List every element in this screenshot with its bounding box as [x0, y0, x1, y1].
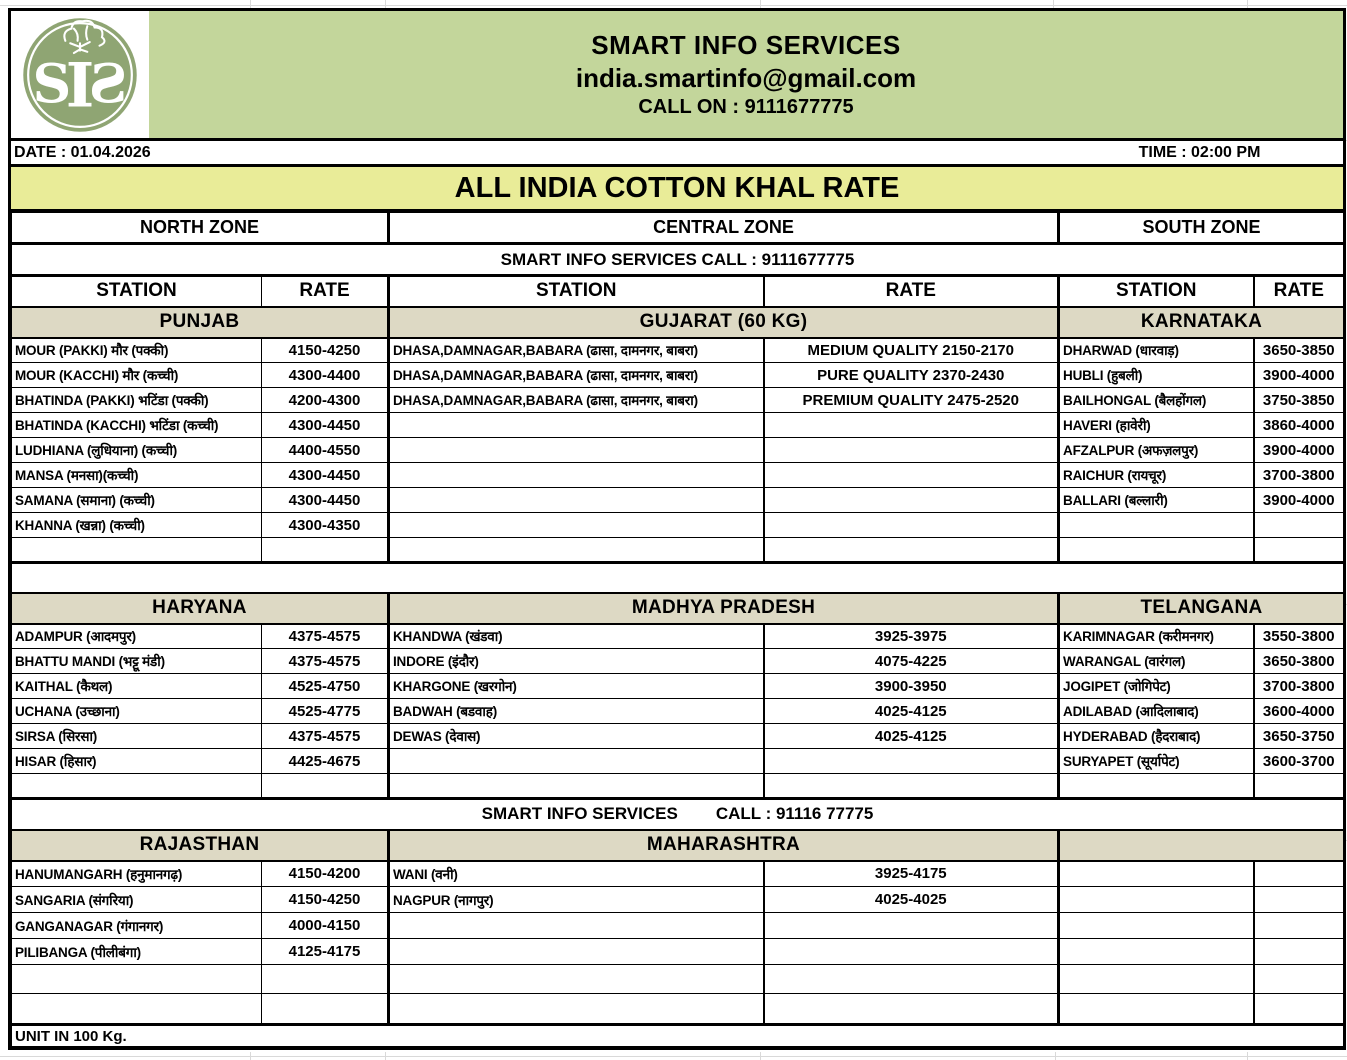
- station-cell: [389, 538, 764, 563]
- date-time-row: [11, 141, 1343, 167]
- station-cell: KHANNA (खन्ना) (कच्ची): [12, 513, 262, 538]
- rate-cell: [764, 939, 1059, 965]
- rate-cell: 4525-4750: [262, 674, 389, 699]
- state-header-maharashtra: MAHARASHTRA: [389, 830, 1059, 861]
- station-cell: DHASA,DAMNAGAR,BABARA (ढासा, दामनगर, बाबरा): [389, 388, 764, 413]
- rate-cell: [764, 513, 1059, 538]
- station-cell: SANGARIA (संगरिया): [12, 887, 262, 913]
- table-row: [12, 699, 1344, 724]
- station-cell: DHARWAD (धारवाड़): [1059, 338, 1254, 363]
- gridline: [0, 5, 1347, 6]
- gridline: [1247, 0, 1248, 8]
- state-header-rajasthan: RAJASTHAN: [12, 830, 389, 861]
- station-cell: INDORE (इंदौर): [389, 649, 764, 674]
- column-header-row: [12, 276, 1344, 307]
- rate-cell: [1254, 939, 1344, 965]
- table-row: [12, 413, 1344, 438]
- station-cell: WARANGAL (वारंगल): [1059, 649, 1254, 674]
- rate-cell: 4375-4575: [262, 624, 389, 649]
- station-cell: [389, 965, 764, 994]
- rate-cell: [764, 913, 1059, 939]
- rate-cell: 3600-3700: [1254, 749, 1344, 774]
- gridline: [0, 1056, 1347, 1057]
- rate-cell: 3860-4000: [1254, 413, 1344, 438]
- rate-cell: 4025-4125: [764, 699, 1059, 724]
- station-cell: BAILHONGAL (बैलहोंगल): [1059, 388, 1254, 413]
- company-logo: [11, 11, 149, 138]
- rate-cell: 4375-4575: [262, 649, 389, 674]
- gridline: [385, 1052, 386, 1060]
- station-cell: [1059, 994, 1254, 1025]
- time-label: TIME : 02:00 PM: [1138, 143, 1261, 161]
- rate-cell: 3900-3950: [764, 674, 1059, 699]
- rate-cell: 4025-4125: [764, 724, 1059, 749]
- state-header-gujarat: GUJARAT (60 KG): [389, 307, 1059, 338]
- rate-cell: 4025-4025: [764, 887, 1059, 913]
- station-cell: [1059, 939, 1254, 965]
- table-row: [12, 939, 1344, 965]
- table-row: [12, 724, 1344, 749]
- station-cell: SAMANA (समाना) (कच्ची): [12, 488, 262, 513]
- call-banner-2-right: CALL : 91116 77775: [715, 804, 874, 824]
- rate-cell: 4150-4200: [262, 861, 389, 887]
- station-cell: [389, 488, 764, 513]
- table-row: [12, 965, 1344, 994]
- gridline: [250, 0, 251, 8]
- rate-header-south: RATE: [1254, 276, 1344, 307]
- station-cell: BHATINDA (PAKKI) भटिंडा (पक्की): [12, 388, 262, 413]
- table-row: [12, 674, 1344, 699]
- state-header-row: [12, 593, 1344, 624]
- rate-cell: 4300-4450: [262, 488, 389, 513]
- table-row: [12, 463, 1344, 488]
- station-cell: KHANDWA (खंडवा): [389, 624, 764, 649]
- call-banner-2-left: SMART INFO SERVICES: [481, 804, 678, 824]
- rate-cell: 3925-3975: [764, 624, 1059, 649]
- rate-cell: 4200-4300: [262, 388, 389, 413]
- rate-header-central: RATE: [764, 276, 1059, 307]
- unit-note: UNIT IN 100 Kg.: [12, 1025, 1344, 1047]
- rate-cell: [1254, 994, 1344, 1025]
- table-row: [12, 649, 1344, 674]
- rate-cell: [262, 994, 389, 1025]
- station-cell: [389, 413, 764, 438]
- station-cell: DHASA,DAMNAGAR,BABARA (ढासा, दामनगर, बाबरा): [389, 363, 764, 388]
- station-cell: AFZALPUR (अफज़लपुर): [1059, 438, 1254, 463]
- rate-cell: 4150-4250: [262, 887, 389, 913]
- rate-cell: [764, 965, 1059, 994]
- station-cell: [12, 965, 262, 994]
- station-cell: RAICHUR (रायचूर): [1059, 463, 1254, 488]
- station-cell: [389, 463, 764, 488]
- station-cell: KHARGONE (खरगोन): [389, 674, 764, 699]
- rate-cell: 4150-4250: [262, 338, 389, 363]
- rate-cell: [1254, 774, 1344, 799]
- station-cell: [389, 994, 764, 1025]
- table-row: [12, 861, 1344, 887]
- station-cell: BHATINDA (KACCHI) भटिंडा (कच्ची): [12, 413, 262, 438]
- rate-header-north: RATE: [262, 276, 389, 307]
- station-cell: DHASA,DAMNAGAR,BABARA (ढासा, दामनगर, बाबरा): [389, 338, 764, 363]
- station-cell: LUDHIANA (लुधियाना) (कच्ची): [12, 438, 262, 463]
- station-cell: [12, 538, 262, 563]
- state-header-madhya-pradesh: MADHYA PRADESH: [389, 593, 1059, 624]
- rate-cell: 3650-3750: [1254, 724, 1344, 749]
- station-cell: [1059, 965, 1254, 994]
- company-email: india.smartinfo@gmail.com: [575, 63, 917, 93]
- station-cell: [1059, 774, 1254, 799]
- rate-cell: [764, 538, 1059, 563]
- rate-cell: 4375-4575: [262, 724, 389, 749]
- company-call-on: CALL ON : 9111677775: [638, 96, 854, 118]
- rate-cell: 3600-4000: [1254, 699, 1344, 724]
- station-cell: [12, 774, 262, 799]
- station-cell: [1059, 513, 1254, 538]
- rate-cell: 4300-4400: [262, 363, 389, 388]
- rate-cell: 4000-4150: [262, 913, 389, 939]
- call-banner: SMART INFO SERVICES CALL : 9111677775: [12, 244, 1344, 276]
- station-cell: [12, 994, 262, 1025]
- brand-text-block: [149, 11, 1343, 138]
- station-cell: [1059, 538, 1254, 563]
- rate-cell: MEDIUM QUALITY 2150-2170: [764, 338, 1059, 363]
- rate-cell: 3700-3800: [1254, 674, 1344, 699]
- rate-cell: 4425-4675: [262, 749, 389, 774]
- rate-cell: [764, 749, 1059, 774]
- rate-cell: [1254, 861, 1344, 887]
- table-row: [12, 488, 1344, 513]
- station-cell: DEWAS (देवास): [389, 724, 764, 749]
- state-header-telangana: TELANGANA: [1059, 593, 1344, 624]
- rate-cell: 3900-4000: [1254, 438, 1344, 463]
- zone-south: SOUTH ZONE: [1059, 213, 1344, 244]
- station-cell: MOUR (PAKKI) मौर (पक्की): [12, 338, 262, 363]
- rate-cell: 4400-4550: [262, 438, 389, 463]
- rate-cell: 4300-4450: [262, 413, 389, 438]
- zone-header-row: [12, 213, 1344, 244]
- rate-cell: 4300-4450: [262, 463, 389, 488]
- rate-cell: 3900-4000: [1254, 363, 1344, 388]
- call-banner-row-2: [12, 799, 1344, 830]
- rate-cell: [764, 438, 1059, 463]
- rate-cell: [1254, 538, 1344, 563]
- station-cell: WANI (वनी): [389, 861, 764, 887]
- sis-cotton-logo-icon: [19, 14, 141, 136]
- rate-table: [11, 212, 1344, 1047]
- station-cell: MOUR (KACCHI) मौर (कच्ची): [12, 363, 262, 388]
- station-cell: HYDERABAD (हैदराबाद): [1059, 724, 1254, 749]
- rate-cell: 3650-3800: [1254, 649, 1344, 674]
- table-row: [12, 994, 1344, 1025]
- state-header-south-empty: [1059, 830, 1344, 861]
- rate-cell: 4125-4175: [262, 939, 389, 965]
- rate-cell: 4525-4775: [262, 699, 389, 724]
- station-cell: [389, 913, 764, 939]
- table-row: [12, 887, 1344, 913]
- station-cell: BALLARI (बल्लारी): [1059, 488, 1254, 513]
- station-cell: MANSA (मनसा)(कच्ची): [12, 463, 262, 488]
- gridline: [385, 0, 386, 8]
- rate-cell: [764, 774, 1059, 799]
- table-row: [12, 624, 1344, 649]
- company-name: SMART INFO SERVICES: [591, 30, 901, 60]
- unit-note-row: [12, 1025, 1344, 1047]
- table-row: [12, 388, 1344, 413]
- state-header-punjab: PUNJAB: [12, 307, 389, 338]
- station-cell: [1059, 913, 1254, 939]
- station-cell: HUBLI (हुबली): [1059, 363, 1254, 388]
- rate-cell: [262, 538, 389, 563]
- gridline: [250, 1052, 251, 1060]
- station-cell: [389, 749, 764, 774]
- state-header-row: [12, 307, 1344, 338]
- station-cell: HAVERI (हावेरी): [1059, 413, 1254, 438]
- station-cell: [389, 774, 764, 799]
- station-cell: [1059, 861, 1254, 887]
- station-cell: SURYAPET (सूर्यापेट): [1059, 749, 1254, 774]
- station-cell: GANGANAGAR (गंगानगर): [12, 913, 262, 939]
- table-row: [12, 538, 1344, 563]
- svg-text:I: I: [65, 50, 95, 122]
- rate-cell: [1254, 887, 1344, 913]
- station-cell: UCHANA (उच्छाना): [12, 699, 262, 724]
- gridline: [760, 1052, 761, 1060]
- station-cell: [389, 939, 764, 965]
- station-cell: [389, 438, 764, 463]
- station-cell: SIRSA (सिरसा): [12, 724, 262, 749]
- rate-cell: 3750-3850: [1254, 388, 1344, 413]
- rate-cell: 3650-3850: [1254, 338, 1344, 363]
- gridline: [1247, 1052, 1248, 1060]
- rate-cell: [764, 994, 1059, 1025]
- rate-cell: [764, 463, 1059, 488]
- rate-cell: [764, 413, 1059, 438]
- rate-sheet-frame: [8, 8, 1346, 1050]
- station-cell: KARIMNAGAR (करीमनगर): [1059, 624, 1254, 649]
- rate-cell: 3700-3800: [1254, 463, 1344, 488]
- call-banner-row: [12, 244, 1344, 276]
- zone-north: NORTH ZONE: [12, 213, 389, 244]
- page-title: ALL INDIA COTTON KHAL RATE: [11, 167, 1343, 212]
- gridline: [1055, 1052, 1056, 1060]
- table-row: [12, 438, 1344, 463]
- rate-cell: 3900-4000: [1254, 488, 1344, 513]
- svg-text:S: S: [88, 51, 128, 115]
- rate-cell: [1254, 965, 1344, 994]
- gridline: [1053, 0, 1054, 8]
- rate-cell: 3925-4175: [764, 861, 1059, 887]
- rate-cell: [262, 965, 389, 994]
- gridline: [760, 0, 761, 8]
- rate-cell: 3550-3800: [1254, 624, 1344, 649]
- table-row: [12, 338, 1344, 363]
- table-row: [12, 513, 1344, 538]
- state-header-row: [12, 830, 1344, 861]
- table-row: [12, 363, 1344, 388]
- rate-cell: 4300-4350: [262, 513, 389, 538]
- rate-cell: [262, 774, 389, 799]
- date-label: DATE : 01.04.2026: [14, 143, 151, 161]
- table-row: [12, 774, 1344, 799]
- station-cell: HISAR (हिसार): [12, 749, 262, 774]
- station-header-north: STATION: [12, 276, 262, 307]
- spacer-row: [12, 563, 1344, 593]
- table-row: [12, 913, 1344, 939]
- station-cell: KAITHAL (कैथल): [12, 674, 262, 699]
- station-cell: JOGIPET (जोगिपेट): [1059, 674, 1254, 699]
- station-cell: NAGPUR (नागपुर): [389, 887, 764, 913]
- station-cell: [1059, 887, 1254, 913]
- rate-cell: [1254, 913, 1344, 939]
- brand-header: [11, 11, 1343, 141]
- rate-cell: PREMIUM QUALITY 2475-2520: [764, 388, 1059, 413]
- rate-cell: [1254, 513, 1344, 538]
- station-cell: ADAMPUR (आदमपुर): [12, 624, 262, 649]
- svg-text:S: S: [32, 51, 72, 115]
- state-header-karnataka: KARNATAKA: [1059, 307, 1344, 338]
- station-cell: [389, 513, 764, 538]
- table-row: [12, 749, 1344, 774]
- station-header-south: STATION: [1059, 276, 1254, 307]
- station-cell: PILIBANGA (पीलीबंगा): [12, 939, 262, 965]
- station-cell: BADWAH (बडवाह): [389, 699, 764, 724]
- station-cell: BHATTU MANDI (भट्टू मंडी): [12, 649, 262, 674]
- rate-cell: PURE QUALITY 2370-2430: [764, 363, 1059, 388]
- station-cell: HANUMANGARH (हनुमानगढ़): [12, 861, 262, 887]
- rate-cell: [764, 488, 1059, 513]
- station-header-central: STATION: [389, 276, 764, 307]
- zone-central: CENTRAL ZONE: [389, 213, 1059, 244]
- rate-cell: 4075-4225: [764, 649, 1059, 674]
- state-header-haryana: HARYANA: [12, 593, 389, 624]
- station-cell: ADILABAD (आदिलाबाद): [1059, 699, 1254, 724]
